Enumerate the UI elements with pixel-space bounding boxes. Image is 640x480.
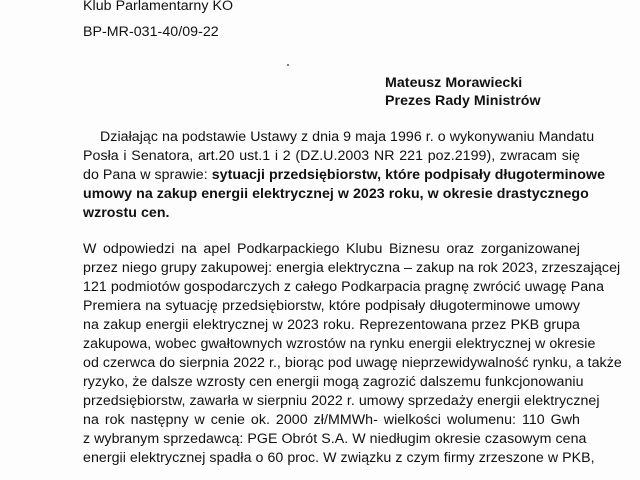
recipient-name: Mateusz Morawiecki xyxy=(385,75,523,91)
intro-line-5: wzrostu cen. xyxy=(83,205,170,221)
scan-speck xyxy=(287,64,289,66)
body-line-6: zakupowa, wobec gwałtownych wzrostów na rynku energii elektrycznej w okresie xyxy=(83,336,596,352)
intro-line-4: umowy na zakup energii elektrycznej w 2023 roku, w okresie drastycznego xyxy=(83,186,589,202)
club-name: Klub Parlamentarny KO xyxy=(83,0,234,14)
body-line-8: ryzyko, że dalsze wzrosty cen energii mogą zagrozić dalszemu funkcjonowaniu xyxy=(83,374,584,390)
reference-number: BP-MR-031-40/09-22 xyxy=(83,24,219,40)
body-line-11: z wybranym sprzedawcą: PGE Obrót S.A. W niedługim okresie czasowym cena xyxy=(83,431,587,447)
body-line-1: W odpowiedzi na apel Podkarpackiego Klubu Biznesu oraz zorganizowanej xyxy=(83,241,580,257)
body-line-9: przedsiębiorstw, zawarła w sierpniu 2022 r. umowy sprzedaży energii elektrycznej xyxy=(83,393,600,409)
body-line-12: energii elektrycznej spadła o 60 proc. W związku z czym firmy zrzeszone w PKB, xyxy=(83,450,595,466)
body-line-2: przez niego grupy zakupowej: energia elektryczna – zakup na rok 2023, zrzeszającej xyxy=(83,260,621,276)
body-line-5: na zakup energii elektrycznej w 2023 roku. Reprezentowana przez PKB grupa xyxy=(83,317,580,333)
body-line-4: Premiera na sytuację przedsiębiorstw, które podpisały długoterminowe umowy xyxy=(83,298,580,314)
recipient-title: Prezes Rady Ministrów xyxy=(385,93,541,109)
intro-line-1: Działając na podstawie Ustawy z dnia 9 maja 1996 r. o wykonywaniu Mandatu xyxy=(100,129,595,145)
body-line-3: 121 podmiotów gospodarczych z całego Podkarpacia pragnę zwrócić uwagę Pana xyxy=(83,279,605,295)
intro-line-3-bold: sytuacji przedsiębiorstw, które podpisały długoterminowe xyxy=(211,167,606,183)
intro-line-3-normal: do Pana w sprawie: xyxy=(83,167,212,183)
intro-line-2: Posła i Senatora, art.20 ust.1 i 2 (DZ.U.2003 NR 221 poz.2199), zwracam się xyxy=(83,148,580,164)
body-line-7: od czerwca do sierpnia 2022 r., biorąc pod uwagę nieprzewidywalność rynku, a także xyxy=(83,355,622,371)
intro-line-3 xyxy=(83,167,606,183)
body-line-10: na rok następny w cenie ok. 2000 zł/MMWh- wielkości wolumenu: 110 Gwh xyxy=(83,412,580,428)
